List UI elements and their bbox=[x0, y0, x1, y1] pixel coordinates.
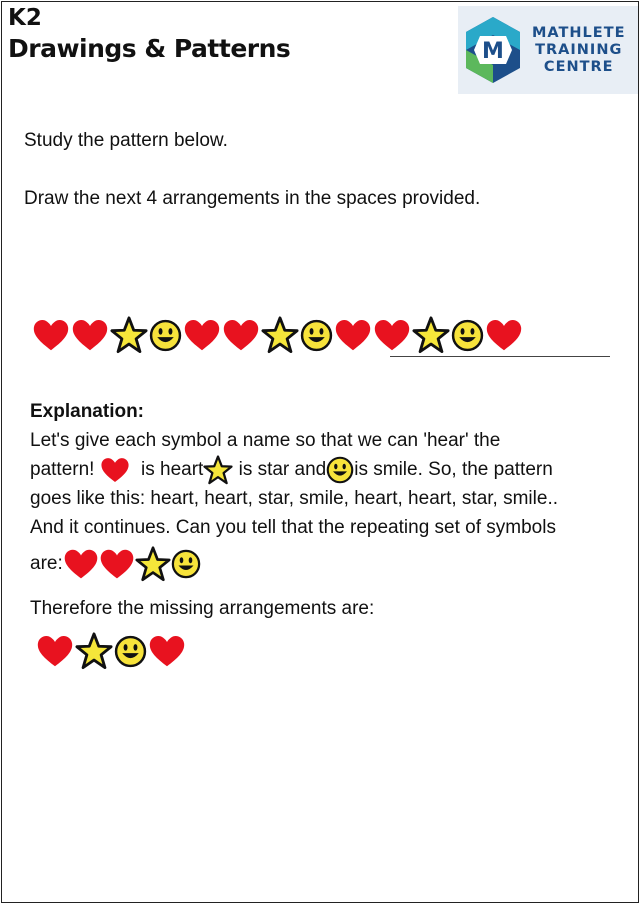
instruction-study: Study the pattern below. bbox=[24, 130, 228, 151]
explanation-is-smile: is smile. So, the pattern bbox=[354, 458, 553, 480]
heart-icon bbox=[36, 632, 74, 670]
smiley-icon bbox=[171, 549, 201, 579]
explanation-is-heart: is heart bbox=[135, 458, 204, 480]
worksheet-header bbox=[8, 4, 290, 66]
explanation-section bbox=[30, 398, 636, 584]
worksheet-title: Drawings & Patterns bbox=[8, 34, 291, 63]
instruction-draw: Draw the next 4 arrangements in the spaces provided. bbox=[24, 188, 481, 209]
logo-letter: M bbox=[482, 39, 504, 64]
smiley-icon bbox=[300, 319, 333, 352]
star-icon bbox=[110, 316, 148, 354]
star-icon bbox=[412, 316, 450, 354]
explanation-pattern-prefix: pattern! bbox=[30, 458, 100, 480]
logo-line-1: MATHLETE bbox=[532, 24, 626, 41]
heart-icon bbox=[485, 316, 523, 354]
therefore-text: Therefore the missing arrangements are: bbox=[30, 598, 375, 619]
star-icon bbox=[75, 632, 113, 670]
explanation-are-prefix: are: bbox=[30, 552, 63, 574]
worksheet-page bbox=[1, 1, 639, 903]
smiley-icon bbox=[114, 635, 147, 668]
heart-icon bbox=[100, 455, 130, 485]
star-icon bbox=[261, 316, 299, 354]
symbol-pattern bbox=[32, 314, 523, 356]
grade-level: K2 bbox=[8, 5, 42, 31]
smiley-icon bbox=[149, 319, 182, 352]
explanation-line-3: goes like this: heart, heart, star, smile, heart, heart, star, smile.. bbox=[30, 488, 559, 509]
heart-icon bbox=[63, 546, 99, 582]
explanation-line-2 bbox=[30, 455, 636, 485]
logo-line-3: CENTRE bbox=[543, 58, 614, 75]
answer-blank-line[interactable] bbox=[390, 356, 610, 357]
heart-icon bbox=[32, 316, 70, 354]
answer-arrangement bbox=[36, 632, 186, 670]
explanation-line-4: And it continues. Can you tell that the repeating set of symbols bbox=[30, 516, 556, 538]
explanation-repeating-set bbox=[30, 544, 636, 584]
star-icon bbox=[203, 455, 233, 485]
explanation-is-star: is star and bbox=[233, 458, 327, 480]
heart-icon bbox=[334, 316, 372, 354]
explanation-title: Explanation: bbox=[30, 401, 145, 422]
star-icon bbox=[135, 546, 171, 582]
heart-icon bbox=[222, 316, 260, 354]
logo-wordmark bbox=[532, 25, 626, 76]
explanation-line-1: Let's give each symbol a name so that we can 'hear' the bbox=[30, 429, 501, 451]
logo-hexagon-icon bbox=[462, 14, 524, 86]
heart-icon bbox=[373, 316, 411, 354]
smiley-icon bbox=[451, 319, 484, 352]
smiley-icon bbox=[326, 456, 354, 484]
heart-icon bbox=[99, 546, 135, 582]
heart-icon bbox=[148, 632, 186, 670]
mathlete-logo bbox=[458, 6, 638, 94]
logo-line-2: TRAINING bbox=[535, 41, 623, 58]
heart-icon bbox=[71, 316, 109, 354]
heart-icon bbox=[183, 316, 221, 354]
